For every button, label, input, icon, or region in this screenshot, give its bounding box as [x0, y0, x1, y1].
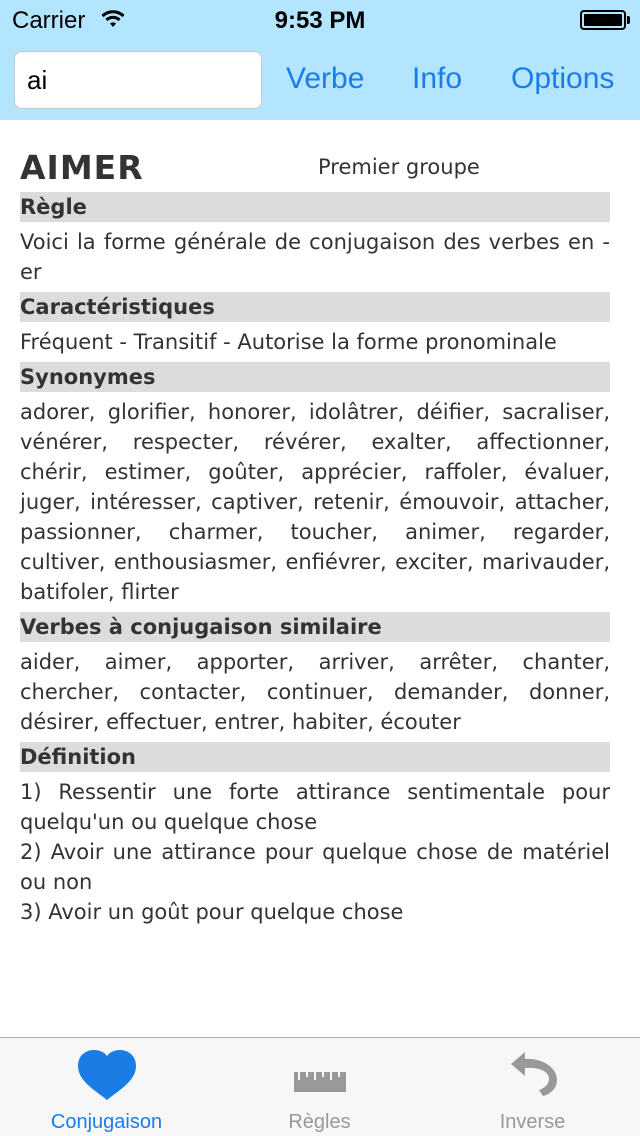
ruler-icon [292, 1046, 348, 1102]
verb-title: AIMER [20, 148, 144, 187]
section-title-similaires: Verbes à conjugaison similaire [20, 612, 610, 642]
tab-bar [0, 1037, 640, 1136]
section-body-regle: Voici la forme générale de conjugaison des verbes en -er [20, 230, 610, 284]
tab-inverse[interactable] [426, 1038, 639, 1136]
header [0, 0, 640, 120]
section-title-caracteristiques: Caractéristiques [20, 292, 610, 322]
verb-title-row [20, 148, 610, 192]
heart-icon [74, 1046, 140, 1102]
tab-label-conjugaison: Conjugaison [50, 1111, 163, 1133]
tab-conjugaison[interactable] [0, 1038, 213, 1136]
section-body-synonymes: adorer, glorifier, honorer, idolâtrer, déifier, sacraliser, vénérer, respecter, révérer, exalter, affectionner, chérir, estimer, goûter, apprécier, raffoler, évaluer, juger, intéresser, captiver, retenir, émouvoir, attacher, passionner, charmer, toucher, animer, regarder, cultiver, enthousiasmer, enfiévrer, exciter, marivauder, batifoler, flirter [20, 400, 610, 604]
battery-icon [580, 10, 626, 30]
tab-label-regles: Règles [288, 1111, 351, 1133]
tab-regles[interactable] [213, 1038, 426, 1136]
section-body-caracteristiques: Fréquent - Transitif - Autorise la forme pronominale [20, 330, 557, 354]
battery-tip [627, 16, 630, 24]
definition-line: 1) Ressentir une forte attirance sentimentale pour quelqu'un ou quelque chose [20, 780, 610, 834]
verbe-button[interactable]: Verbe [286, 62, 365, 95]
definition-line: 2) Avoir une attirance pour quelque chose de matériel ou non [20, 840, 610, 894]
status-bar [0, 0, 640, 40]
status-time: 9:53 PM [274, 7, 366, 34]
verb-details [20, 148, 610, 932]
tab-label-inverse: Inverse [499, 1111, 566, 1133]
verb-group: Premier groupe [318, 155, 480, 179]
section-title-definition: Définition [20, 742, 610, 772]
section-title-synonymes: Synonymes [20, 362, 610, 392]
carrier-label: Carrier [12, 7, 86, 34]
definition-line: 3) Avoir un goût pour quelque chose [20, 900, 404, 924]
undo-arrow-icon [503, 1046, 563, 1102]
section-body-similaires: aider, aimer, apporter, arriver, arrêter, chanter, chercher, contacter, continuer, demander, donner, désirer, effectuer, entrer, habiter, écouter [20, 650, 610, 734]
options-button[interactable]: Options [511, 62, 615, 95]
info-button[interactable]: Info [412, 62, 463, 95]
section-title-regle: Règle [20, 192, 610, 222]
search-input[interactable] [14, 51, 262, 109]
section-body-definition [20, 772, 610, 932]
